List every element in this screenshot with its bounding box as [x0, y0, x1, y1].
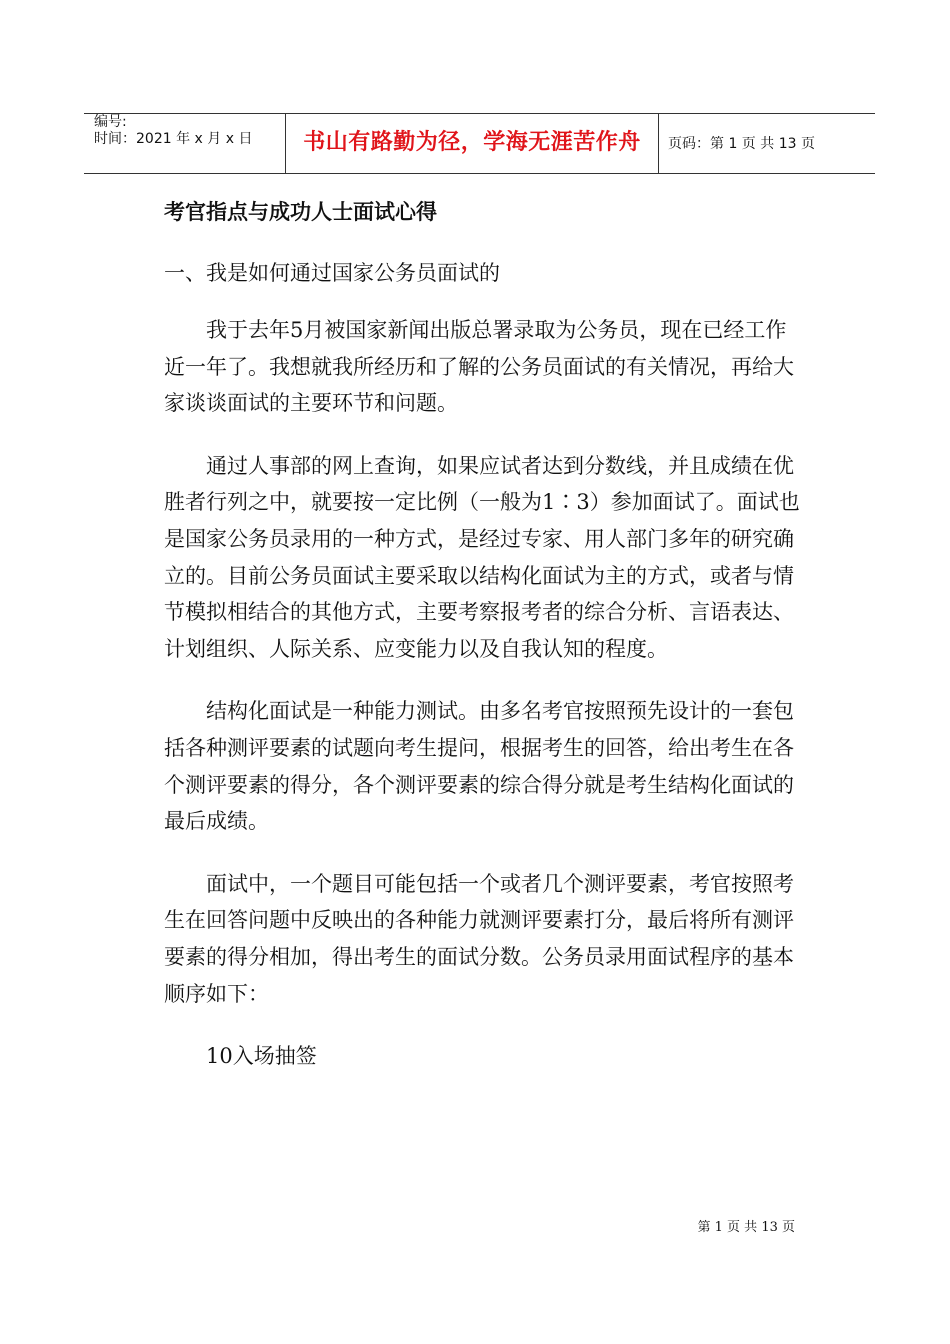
paragraph: 10入场抽签	[206, 1044, 317, 1069]
header-page-label: 页码：第 1 页 共 13 页	[668, 136, 815, 152]
body-text	[164, 312, 804, 1101]
header-meta	[94, 114, 252, 148]
document-title: 考官指点与成功人士面试心得	[164, 199, 437, 224]
header-divider-right	[658, 113, 659, 173]
paragraph: 面试中，一个题目可能包括一个或者几个测评要素，考官按照考生在回答问题中反映出的各种能力就测评要素打分，最后将所有测评要素的得分相加，得出考生的面试分数。公务员录用面试程序的基本顺序如下：	[164, 871, 794, 1006]
header-bottom-rule	[84, 173, 875, 174]
section-heading: 一、我是如何通过国家公务员面试的	[164, 261, 500, 285]
paragraph: 结构化面试是一种能力测试。由多名考官按照预先设计的一套包括各种测评要素的试题向考生提问，根据考生的回答，给出考生在各个测评要素的得分，各个测评要素的综合得分就是考生结构化面试的最后成绩。	[164, 699, 794, 834]
serial-label: 编号:	[94, 114, 127, 130]
paragraph: 通过人事部的网上查询，如果应试者达到分数线，并且成绩在优胜者行列之中，就要按一定比例（一般为1∶3）参加面试了。面试也是国家公务员录用的一种方式，是经过专家、用人部门多年的研究确立的。目前公务员面试主要采取以结构化面试为主的方式，或者与情节模拟相结合的其他方式，主要考察报考者的综合分析、言语表达、计划组织、人际关系、应变能力以及自我认知的程度。	[164, 453, 800, 661]
time-label: 时间：2021 年 x 月 x 日	[94, 131, 253, 147]
header-motto: 书山有路勤为径，学海无涯苦作舟	[303, 130, 641, 155]
paragraph: 我于去年5月被国家新闻出版总署录取为公务员，现在已经工作近一年了。我想就我所经历和了解的公务员面试的有关情况，再给大家谈谈面试的主要环节和问题。	[164, 318, 794, 416]
footer-page-number: 第 1 页 共 13 页	[697, 1220, 795, 1235]
